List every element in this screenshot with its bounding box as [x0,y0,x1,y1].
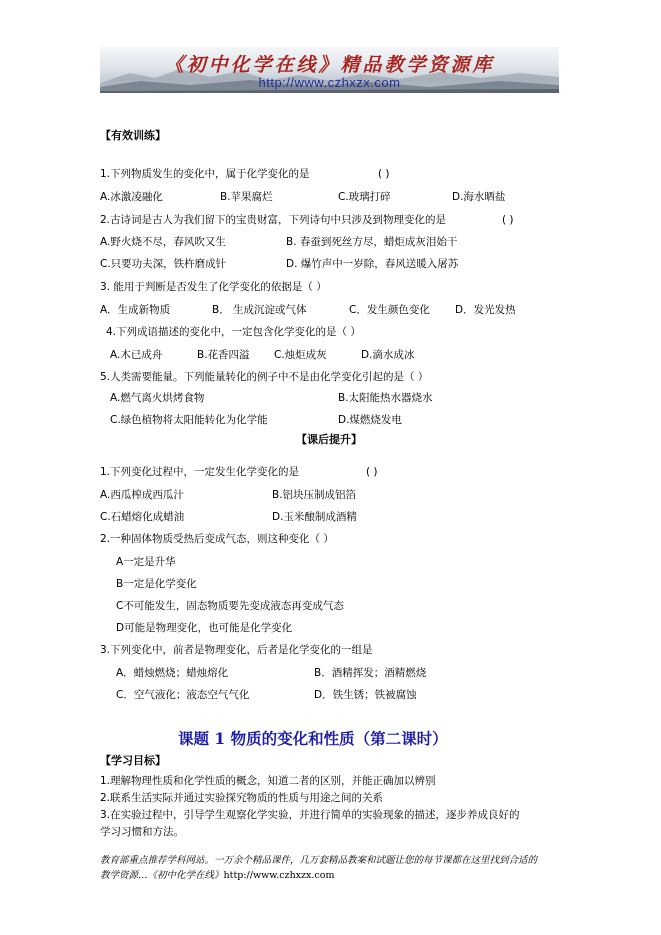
banner-url: http://www.czhxzx.com [258,75,401,90]
s2-q3-option-d: D．铁生锈；铁被腐蚀 [314,689,417,701]
s2-q1-option-c: C.石蜡熔化成蜡油 [100,511,185,523]
s2-q3-option-c: C．空气液化；液态空气气化 [116,689,250,701]
section-heading-practice: 【有效训练】 [100,129,166,142]
header-banner [100,47,559,93]
q2-stem: 2.古诗词是古人为我们留下的宝贵财富，下列诗句中只涉及到物理变化的是 [100,214,447,226]
q2-option-d: D. 爆竹声中一岁除，春风送暖入屠苏 [286,258,459,270]
learning-goal-3-line-1: 3.在实验过程中，引导学生观察化学实验，并进行简单的实验现象的描述，逐步养成良好的 [100,809,520,821]
q1-answer-blank: ( ) [378,168,390,180]
q5-stem: 5.人类需要能量。下列能量转化的例子中不是由化学变化引起的是（ ） [100,371,429,383]
learning-goal-1: 1.理解物理性质和化学性质的概念，知道二者的区别，并能正确加以辨别 [100,775,436,787]
q1-option-a: A.冰激凌融化 [100,191,163,203]
s2-q1-option-b: B.铝块压制成铝箔 [272,489,357,501]
q2-option-c: C.只要功夫深，铁杵磨成针 [100,258,227,270]
q4-option-c: C.烛炬成灰 [274,349,327,361]
q5-option-b: B.太阳能热水器烧水 [338,392,433,404]
q5-option-d: D.煤燃烧发电 [338,414,402,426]
s2-q2-option-b: B一定是化学变化 [116,578,197,590]
s2-q2-stem: 2.一种固体物质受热后变成气态，则这种变化（ ） [100,533,334,545]
q4-stem: 4.下列成语描述的变化中，一定包含化学变化的是（ ） [106,326,361,338]
s2-q1-stem: 1.下列变化过程中，一定发生化学变化的是 [100,466,300,478]
footer-url-link[interactable]: http://www.czhxzx.com [223,870,335,881]
lesson-title: 课题 1 物质的变化和性质（第二课时） [178,729,448,748]
s2-q2-option-d: D可能是物理变化，也可能是化学变化 [116,622,293,634]
banner-title: 《初中化学在线》精品教学资源库 [164,54,495,76]
q3-stem: 3. 能用于判断是否发生了化学变化的依据是（ ） [100,281,327,293]
q3-option-d: D．发光发热 [455,304,516,316]
s2-q3-stem: 3.下列变化中，前者是物理变化，后者是化学变化的一组是 [100,644,373,656]
q5-option-a: A.燃气离火烘烤食物 [110,392,205,404]
s2-q1-answer-blank: ( ) [366,466,378,478]
q1-option-c: C.玻璃打碎 [338,191,391,203]
learning-goal-2: 2.联系生活实际并通过实验探究物质的性质与用途之间的关系 [100,792,384,804]
q2-answer-blank: ( ) [502,214,514,226]
q3-option-c: C．发生颜色变化 [349,304,430,316]
learning-goals-heading: 【学习目标】 [100,754,166,767]
learning-goal-3-line-2: 学习习惯和方法。 [100,826,184,838]
s2-q1-option-a: A.西瓜榨成西瓜汁 [100,489,184,501]
footer-promo-prefix: 教学资源…《初中化学在线》 [100,870,224,881]
footer-promo-line-1: 教育部重点推荐学科网站。一万余个精品课件，几万套精品教案和试题让您的每节课都在这里找到合适的 [100,855,538,866]
s2-q3-option-b: B．酒精挥发；酒精燃烧 [314,667,427,679]
q5-option-c: C.绿色植物将太阳能转化为化学能 [110,414,268,426]
q4-option-d: D.滴水成冰 [361,349,415,361]
q1-option-d: D.海水晒盐 [452,191,506,203]
s2-q2-option-c: C不可能发生，固态物质要先变成液态再变成气态 [116,600,344,612]
q1-option-b: B.苹果腐烂 [220,191,273,203]
q2-option-a: A.野火烧不尽，春风吹又生 [100,236,226,248]
footer-promo-line-2 [100,869,334,882]
s2-q1-option-d: D.玉米酿制成酒精 [272,511,357,523]
s2-q2-option-a: A一定是升华 [116,556,176,568]
q2-option-b: B. 春蚕到死丝方尽，蜡炬成灰泪始干 [286,236,458,248]
q3-option-a: A．生成新物质 [100,304,171,316]
q3-option-b: B． 生成沉淀或气体 [212,304,307,316]
section-heading-improvement: 【课后提升】 [296,433,362,446]
q4-option-b: B.花香四溢 [197,349,250,361]
s2-q3-option-a: A．蜡烛燃烧；蜡烛熔化 [116,667,229,679]
q1-stem: 1.下列物质发生的变化中，属于化学变化的是 [100,168,310,180]
q4-option-a: A.木已成舟 [110,349,163,361]
